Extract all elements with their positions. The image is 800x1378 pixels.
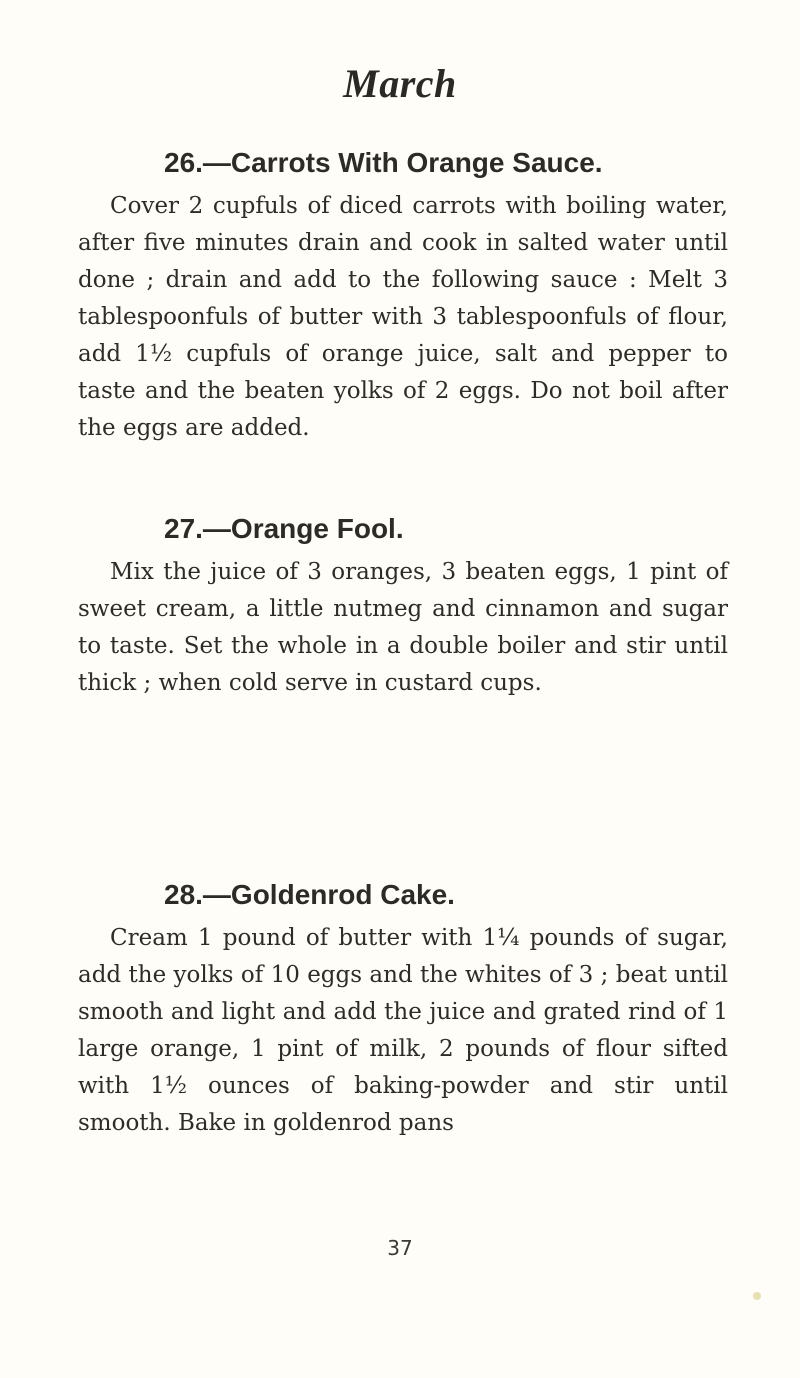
recipe-title: 28.—Goldenrod Cake. bbox=[164, 879, 455, 910]
recipe-body: Cream 1 pound of butter with 1¼ pounds of sugar, add the yolks of 10 eggs and the whites of 3 ; beat until smooth and light and add the juice and grated rind of 1 large orange, 1 pint of milk, 2 pounds of flour sifted with 1½ ounces of baking-powder and stir until smooth. Bake in goldenrod pans bbox=[78, 925, 728, 1136]
recipe-body: Cover 2 cupfuls of diced carrots with boiling water, after five minutes drain and cook in salted water until done ; drain and add to the following sauce : Melt 3 tablespoonfuls of butter with 3 tablespoonfuls of flour, add 1½ cupfuls of orange juice, salt and pepper to taste and the beaten yolks of 2 eggs. Do not boil after the eggs are added. bbox=[78, 193, 728, 441]
recipe-title: 27.—Orange Fool. bbox=[164, 513, 404, 544]
recipe-28 bbox=[78, 876, 728, 1142]
recipe-title: 26.—Carrots With Orange Sauce. bbox=[164, 147, 603, 178]
paper-spot bbox=[753, 1292, 761, 1300]
recipe-27 bbox=[78, 510, 728, 702]
page-header-month: March bbox=[343, 61, 457, 106]
recipe-body: Mix the juice of 3 oranges, 3 beaten eggs, 1 pint of sweet cream, a little nutmeg and cinnamon and sugar to taste. Set the whole in a double boiler and stir until thick ; when cold serve in custard cups. bbox=[78, 559, 728, 696]
page-number: 37 bbox=[387, 1236, 413, 1260]
recipe-26 bbox=[78, 144, 728, 447]
